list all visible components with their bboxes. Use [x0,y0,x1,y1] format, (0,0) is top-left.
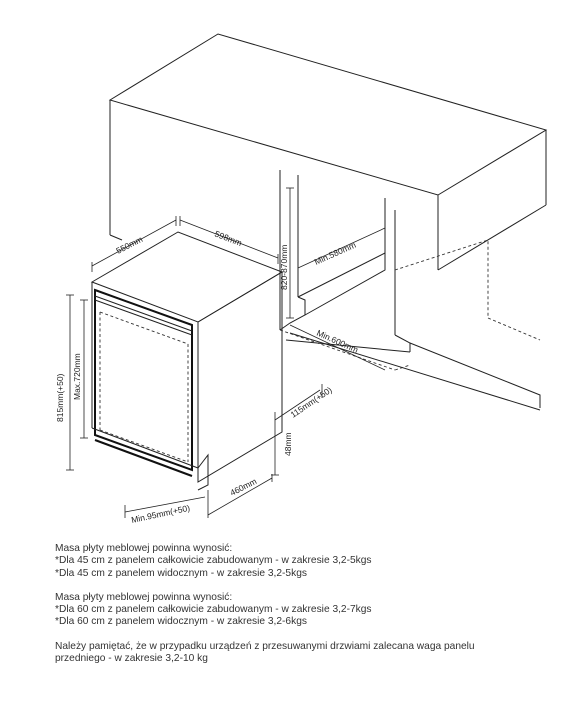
notes-block-60cm [55,592,555,629]
countertop [110,34,546,270]
notes-line: *Dla 60 cm z panelem widocznym - w zakresie 3,2-6kgs [55,616,307,628]
notes-title: Masa płyty meblowej powinna wynosić: [55,591,233,603]
dim-label-460: 460mm [228,476,259,498]
dim-label-815: 815mm(+50) [55,373,65,422]
dim-label-min-95: Min.95mm(+50) [130,502,191,525]
dishwasher [92,232,282,490]
notes-block-45cm [55,543,555,580]
dim-label-48: 48mm [283,432,293,456]
notes-line: *Dla 45 cm z panelem całkowicie zabudowanym - w zakresie 3,2-5kgs [55,555,372,567]
dim-label-598: 598mm [213,228,244,249]
notes-line: Należy pamiętać, że w przypadku urządzeń z przesuwanymi drzwiami zalecana waga panelu [55,640,475,652]
dim-label-115: 115mm(+50) [288,384,334,420]
dim-label-min-580: Min.580mm [312,239,358,267]
installation-notes [55,543,555,677]
notes-line: *Dla 45 cm z panelem widocznym - w zakresie 3,2-5kgs [55,567,307,579]
dim-label-min-600: Min.600mm [315,327,360,355]
notes-title: Masa płyty meblowej powinna wynosić: [55,543,233,554]
cabinet-niche [280,170,540,410]
dim-label-820-870: 820-870mm [279,244,289,290]
dim-label-550: 550mm [114,234,145,256]
notes-line: *Dla 60 cm z panelem całkowicie zabudowanym - w zakresie 3,2-7kgs [55,604,372,616]
notes-block-sliding-door [55,641,555,666]
dim-label-max-720: Max.720mm [72,353,82,400]
notes-line: przedniego - w zakresie 3,2-10 kg [55,653,208,665]
